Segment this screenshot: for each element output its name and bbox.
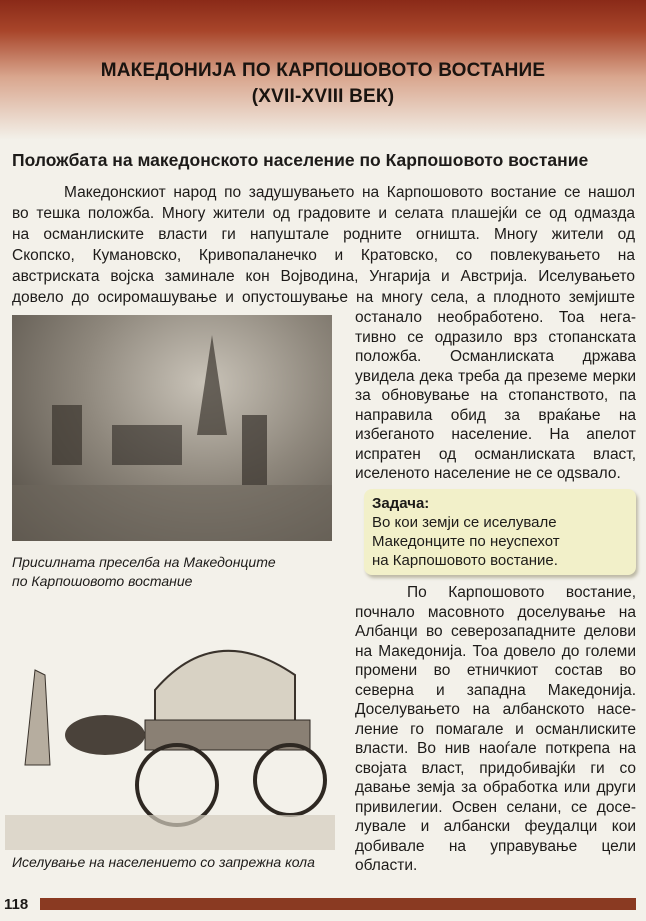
text-line: привилегии. Освен селани, се досе-	[355, 798, 636, 816]
text-line: Македонскиот народ по задушувањето на Карпошовото востание се нашол	[64, 184, 635, 201]
task-line: Во кои земји се иселувале	[372, 514, 557, 531]
caption-line: Присилната преселба на Македонците	[12, 554, 276, 570]
chapter-title: МАКЕДОНИЈА ПО КАРПОШОВОТО ВОСТАНИЕ	[100, 60, 546, 81]
text-line: испратен од османлиската власт,	[355, 445, 636, 463]
text-line: Доселувањето на албанското насе-	[355, 701, 636, 718]
paragraph-1-column	[355, 308, 636, 484]
footer-bar	[40, 898, 636, 910]
text-line: Албанци во северозападните делови	[355, 623, 636, 640]
text-line: власти. Во нив наоѓале поткрепа на	[355, 740, 636, 757]
paragraph-1	[12, 182, 635, 308]
text-line: давање земја за обработка или други	[355, 779, 636, 796]
text-line: на Македонија. Тоа довело до големи	[355, 642, 636, 660]
text-line: на османлиските власти ги напуштале родните огништа. Многу жители од	[12, 226, 635, 243]
text-line: почнало масовното доселување на	[355, 603, 636, 621]
ox-cart-figure	[5, 615, 335, 850]
text-line: промени во етничкиот состав во	[355, 662, 636, 679]
text-line: избеганото население. На апелот	[355, 426, 636, 443]
text-line: иселеното население не се одѕвало.	[355, 465, 621, 482]
text-line: северна и западна Македонија.	[355, 681, 636, 699]
text-line: останало необработено. Тоа нега-	[355, 309, 636, 326]
text-line: По Карпошовото востание,	[407, 584, 636, 601]
text-line: направила обид за враќање на	[355, 406, 636, 424]
text-line: австриската војска заминале кон Војводина, Унгарија и Австрија. Иселувањето	[12, 268, 635, 285]
text-line: добивале на управување цели	[355, 837, 636, 855]
section-heading: Положбата на македонското население по Карпошовото востание	[12, 150, 589, 170]
task-line: Македонците по неуспехот	[372, 533, 560, 550]
text-line: области.	[355, 857, 418, 874]
migration-scene-figure	[12, 315, 332, 541]
paragraph-2	[355, 583, 636, 876]
text-line: ление го помагале и османлиските	[355, 720, 636, 738]
text-line: довело до осиромашување и опустошување на многу села, а плодното земјиште	[12, 289, 635, 306]
text-line: во тешка положба. Многу жители од градовите и селата плашејќи се од одмазда	[12, 205, 635, 222]
illustration-forced-migration	[12, 315, 332, 541]
caption-line: по Карпошовото востание	[12, 573, 193, 589]
chapter-subtitle: (XVII-XVIII ВЕК)	[251, 86, 395, 107]
text-line: Скопско, Кумановско, Кривопаланечко и Кратовско, со повлекувањето на	[12, 247, 635, 264]
text-line: увидела дека треба да преземе мерки	[355, 367, 636, 385]
task-box	[364, 489, 636, 575]
text-line: тивно се одразило врз стопанската	[355, 328, 636, 346]
page-number: 118	[4, 896, 29, 913]
text-line: положба. Османлиската држава	[355, 348, 636, 365]
task-title: Задача:	[372, 495, 430, 512]
text-line: лувале и албански феудалци кои	[355, 818, 636, 835]
text-line: за обновување на стопанството, па	[355, 387, 636, 404]
illustration-ox-cart	[5, 615, 335, 850]
caption-ox-cart: Иселување на населението со запрежна кола	[12, 854, 315, 870]
task-line: на Карпошовото востание.	[372, 552, 558, 569]
caption-forced-migration	[12, 553, 276, 591]
text-line: својата власт, придобивајќи ги со	[355, 759, 636, 777]
